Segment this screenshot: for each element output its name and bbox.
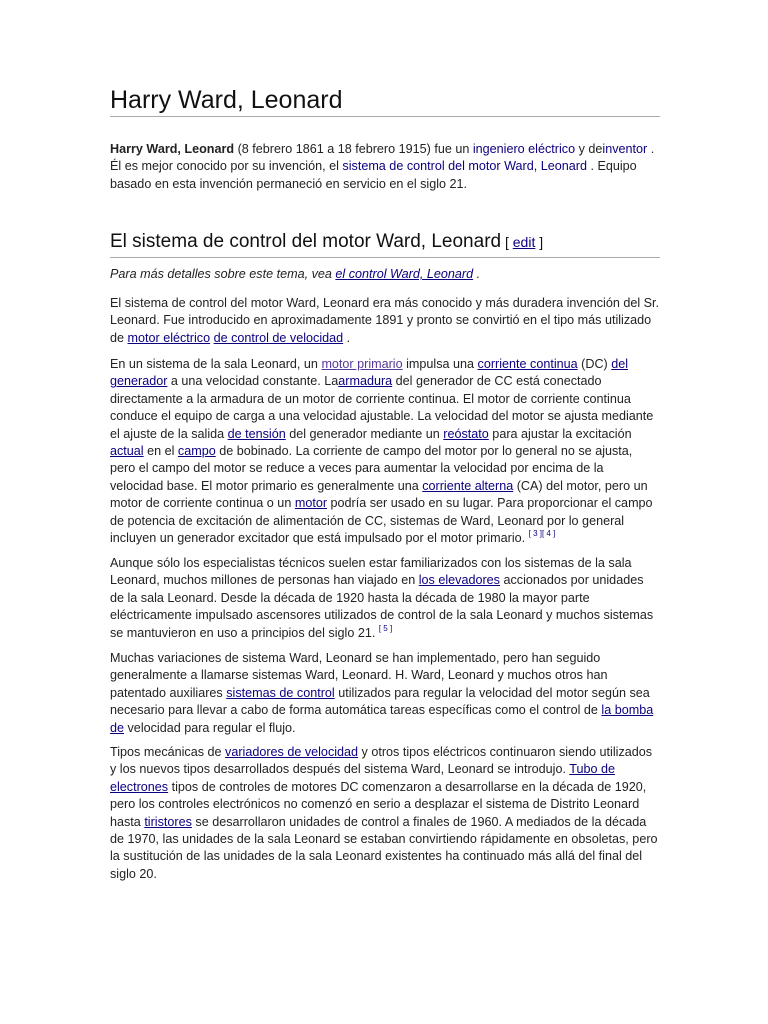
link-motor-primario[interactable]: motor primario [321,357,403,371]
reference-5[interactable]: [ 5 ] [378,623,393,633]
paragraph-3: Aunque sólo los especialistas técnicos suelen estar familiarizados con los sistemas de la sala Leonard, muchos millones de personas han viajado en los elevadores accionados por unidades de la sala Leonard. Desde la década de 1920 hasta la década de 1980 la mayor parte eléctricamente impulsado ascensores utilizados de control de la sala Leonard y muchos sistemas se mantuvieron en uso a principios del siglo 21. [ 5 ] [110,556,654,640]
link-tiristores[interactable]: tiristores [144,814,192,829]
link-corriente-continua[interactable]: corriente continua [477,357,578,371]
link-del-generador[interactable]: del generador [110,357,629,389]
link-campo[interactable]: campo [177,444,216,459]
link-motor[interactable]: motor [294,496,328,511]
intro-paragraph: Harry Ward, Leonard (8 febrero 1861 a 18 febrero 1915) fue un ingeniero eléctrico y deinventor . Él es mejor conocido por su invención, el sistema de control del motor Ward, Leonard . Equipo basado en esta invención permaneció en servicio en el siglo 21. [110,142,655,191]
paragraph-1: El sistema de control del motor Ward, Leonard era más conocido y más duradera invención del Sr. Leonard. Fue introducido en aproximadamente 1891 y pronto se convirtió en el tipo más utilizado de motor eléctrico de control de velocidad . [110,296,660,345]
link-armadura[interactable]: armadura [338,374,393,389]
link-reostato[interactable]: reóstato [443,426,489,441]
paragraph-4: Muchas variaciones de sistema Ward, Leonard se han implementado, pero han seguido generalmente a llamarse sistemas Ward, Leonard. H. Ward, Leonard y muchos otros han patentado auxiliares sistemas de control utilizados para regular la velocidad del motor según sea necesario para llevar a cabo de forma automática tareas específicas como el control de la bomba de velocidad para regular el flujo. [110,651,654,735]
link-variadores-de-velocidad[interactable]: variadores de velocidad [225,745,359,759]
page-title: Harry Ward, Leonard [110,86,660,117]
link-inventor[interactable]: inventor [602,142,648,156]
link-control-velocidad[interactable]: de control de velocidad [213,330,344,345]
link-sistema-control[interactable]: sistema de control del motor Ward, Leonard [342,159,587,174]
edit-link[interactable]: edit [512,234,536,250]
reference-4[interactable]: [ 4 ] [541,529,556,539]
link-la-bomba-de[interactable]: la bomba de [110,703,654,735]
see-also-note: Para más detalles sobre este tema, vea el control Ward, Leonard . [110,267,481,281]
link-actual[interactable]: actual [110,444,144,459]
edit-section: [ edit ] [501,234,544,250]
paragraph-5: Tipos mecánicas de variadores de velocidad y otros tipos eléctricos continuaron siendo utilizados y los nuevos tipos desarrollados después del sistema Ward, Leonard se introdujo. Tubo de electrones tipos de controles de motores DC comenzaron a desarrollarse en la década de 1920, pero los controles electrónicos no comenzó en serio a desplazar el sistema de Distrito Leonard hasta tiristores se desarrollaron unidades de control a finales de 1960. A mediados de la década de 1970, las unidades de la sala Leonard se estaban convirtiendo rápidamente en obsoletas, pero la sustitución de las unidades de la sala Leonard existentes ha continuado más allá del final del siglo 20. [110,745,658,881]
intro-name: Harry Ward, Leonard [110,142,235,156]
link-los-elevadores[interactable]: los elevadores [418,573,500,588]
link-de-tension[interactable]: de tensión [227,426,286,441]
link-tubo-de-electrones[interactable]: Tubo de electrones [110,762,615,794]
link-sistemas-de-control[interactable]: sistemas de control [226,685,335,700]
section-heading: El sistema de control del motor Ward, Leonard [ edit ] [110,230,660,258]
link-corriente-alterna[interactable]: corriente alterna [422,478,514,493]
link-ingeniero-electrico[interactable]: ingeniero eléctrico [472,142,576,156]
link-motor-electrico[interactable]: motor eléctrico [127,330,211,345]
reference-3[interactable]: [ 3 ] [528,529,542,539]
link-control-ward-leonard[interactable]: el control Ward, Leonard [335,267,474,281]
paragraph-2: En un sistema de la sala Leonard, un motor primario impulsa una corriente continua (DC) del generador a una velocidad constante. Laarmadura del generador de CC está conectado directamente a la armadura de un motor de corriente continua. El motor de corriente continua conduce el equipo de carga a una velocidad ajustable. La velocidad del motor se ajusta mediante el ajuste de la salida de tensión del generador mediante un reóstato para ajustar la excitación actual en el campo de bobinado. La corriente de campo del motor por lo general no se ajusta, pero el campo del motor se reduce a veces para aumentar la velocidad por encima de la velocidad base. El motor primario es generalmente una corriente alterna (CA) del motor, pero un motor de corriente continua o un motor podría ser usado en su lugar. Para proporcionar el campo de potencia de excitación de alimentación de CC, sistemas de Ward, Leonard por lo general incluyen un generador excitador que está impulsado por el motor primario. [ 3 ][ 4 ] [110,357,654,546]
